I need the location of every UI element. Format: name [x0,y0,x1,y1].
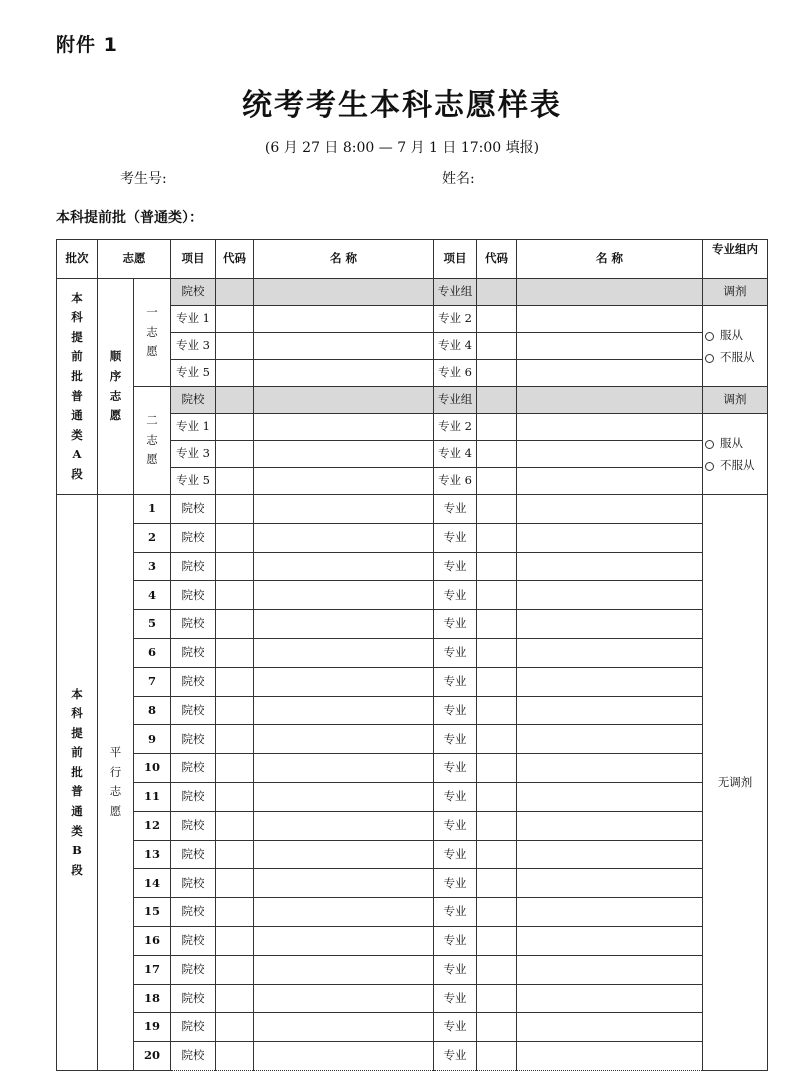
school-code-field[interactable] [216,754,254,783]
major-name-field[interactable] [517,926,703,955]
segB-row [57,725,768,754]
wish-number: 6 [134,638,171,667]
segB-row [57,696,768,725]
major-name-field[interactable] [254,333,434,360]
group-item: 专业组 [434,279,477,306]
major-name-field[interactable] [517,1042,703,1071]
major-code-field[interactable] [477,840,517,869]
major-code-field[interactable] [477,725,517,754]
major-item: 专业 [434,1013,477,1042]
school-name-field[interactable] [254,984,434,1013]
school-code-field[interactable] [216,926,254,955]
wish-label-cell [134,387,171,495]
wish-number: 12 [134,811,171,840]
segB-row [57,898,768,927]
major-code-field[interactable] [477,360,517,387]
adjust-label: 调剂 [703,279,768,306]
header-item-2: 项目 [434,240,477,279]
school-name-field[interactable] [254,869,434,898]
major-item: 专业 [434,754,477,783]
school-name-field[interactable] [254,754,434,783]
major-item: 专业 3 [171,333,216,360]
school-name-field[interactable] [254,725,434,754]
major-name-field[interactable] [254,468,434,495]
header-batch: 批次 [57,240,98,279]
segB-batch-cell [57,495,98,1071]
major-item: 专业 [434,869,477,898]
header-code: 代码 [216,240,254,279]
segB-parallel-label: 平行志愿 [109,745,122,819]
major-name-field[interactable] [254,441,434,468]
school-item: 院校 [171,552,216,581]
adjust-option-decline[interactable] [705,454,767,476]
major-name-field[interactable] [517,333,703,360]
school-item: 院校 [171,1013,216,1042]
major-item: 专业 [434,840,477,869]
header-wish: 志愿 [98,240,171,279]
major-name-field[interactable] [517,782,703,811]
school-item: 院校 [171,898,216,927]
major-code-field[interactable] [477,869,517,898]
school-item: 院校 [171,638,216,667]
major-name-field[interactable] [517,468,703,495]
school-item: 院校 [171,610,216,639]
major-name-field[interactable] [517,552,703,581]
segB-row [57,1042,768,1071]
major-name-field[interactable] [517,360,703,387]
school-item: 院校 [171,869,216,898]
school-code-field[interactable] [216,581,254,610]
major-code-field[interactable] [477,468,517,495]
school-code-field[interactable] [216,279,254,306]
major-item: 专业 [434,696,477,725]
major-item: 专业 4 [434,441,477,468]
header-row [57,240,768,279]
major-item: 专业 [434,955,477,984]
major-item: 专业 5 [171,360,216,387]
wish-number: 13 [134,840,171,869]
segB-row [57,610,768,639]
school-code-field[interactable] [216,1013,254,1042]
wish-number: 14 [134,869,171,898]
major-code-field[interactable] [477,1042,517,1071]
school-item: 院校 [171,279,216,306]
option-label: 不服从 [720,350,755,364]
school-code-field[interactable] [216,387,254,414]
wish-number: 16 [134,926,171,955]
major-item: 专业 1 [171,306,216,333]
major-name-field[interactable] [517,725,703,754]
major-code-field[interactable] [477,414,517,441]
major-name-field[interactable] [517,667,703,696]
segA-batch-label: 本科提前批普通类A段 [71,290,83,481]
major-item: 专业 5 [171,468,216,495]
major-item: 专业 2 [434,414,477,441]
major-item: 专业 [434,638,477,667]
major-item: 专业 [434,1042,477,1071]
major-name-field[interactable] [517,610,703,639]
wish-number: 10 [134,754,171,783]
header-code-2: 代码 [477,240,517,279]
school-code-field[interactable] [216,840,254,869]
wish-number: 19 [134,1013,171,1042]
candidate-number-label: 考生号: [120,171,167,187]
major-item: 专业 4 [434,333,477,360]
school-name-field[interactable] [254,279,434,306]
school-name-field[interactable] [254,667,434,696]
radio-circle-icon[interactable] [705,440,714,449]
major-code-field[interactable] [477,782,517,811]
segB-row [57,495,768,524]
school-name-field[interactable] [254,840,434,869]
major-item: 专业 [434,610,477,639]
segB-row [57,1013,768,1042]
major-code-field[interactable] [477,306,517,333]
wish-number: 7 [134,667,171,696]
major-name-field[interactable] [517,495,703,524]
segB-row [57,869,768,898]
header-name: 名 称 [254,240,434,279]
segB-row [57,667,768,696]
school-name-field[interactable] [254,552,434,581]
school-name-field[interactable] [254,898,434,927]
major-name-field[interactable] [254,414,434,441]
wish-number: 8 [134,696,171,725]
segB-row [57,782,768,811]
wish-number: 11 [134,782,171,811]
school-code-field[interactable] [216,1042,254,1071]
adjust-options [703,306,768,387]
header-adjust: 专业组内 [703,240,768,279]
group-name-field[interactable] [517,387,703,414]
major-code-field[interactable] [477,523,517,552]
segB-parallel-cell [98,495,134,1071]
school-item: 院校 [171,811,216,840]
school-code-field[interactable] [216,610,254,639]
school-item: 院校 [171,523,216,552]
school-name-field[interactable] [254,782,434,811]
major-item: 专业 2 [434,306,477,333]
school-name-field[interactable] [254,1013,434,1042]
school-name-field[interactable] [254,523,434,552]
school-item: 院校 [171,926,216,955]
group-code-field[interactable] [477,279,517,306]
school-code-field[interactable] [216,638,254,667]
major-name-field[interactable] [517,869,703,898]
school-code-field[interactable] [216,811,254,840]
major-code-field[interactable] [477,811,517,840]
adjust-option-accept[interactable] [705,432,767,454]
major-code-field[interactable] [477,441,517,468]
major-item: 专业 [434,984,477,1013]
candidate-name-label: 姓名: [442,171,475,187]
option-label: 服从 [720,436,743,450]
school-item: 院校 [171,725,216,754]
major-item: 专业 [434,523,477,552]
segB-row [57,840,768,869]
wish-number: 20 [134,1042,171,1071]
school-item: 院校 [171,667,216,696]
major-code-field[interactable] [216,333,254,360]
radio-circle-icon[interactable] [705,332,714,341]
school-code-field[interactable] [216,552,254,581]
segB-row [57,955,768,984]
group-name-field[interactable] [517,279,703,306]
form-title: 统考考生本科志愿样表 [242,88,562,123]
major-item: 专业 [434,581,477,610]
wish-number: 4 [134,581,171,610]
major-code-field[interactable] [216,468,254,495]
school-name-field[interactable] [254,581,434,610]
wish-number: 18 [134,984,171,1013]
school-code-field[interactable] [216,725,254,754]
wish-label: 一志愿 [146,305,158,359]
segB-row [57,811,768,840]
major-name-field[interactable] [517,523,703,552]
school-code-field[interactable] [216,955,254,984]
section-title: 本科提前批（普通类）： [56,210,203,226]
wish-number: 1 [134,495,171,524]
school-item: 院校 [171,840,216,869]
group-code-field[interactable] [477,387,517,414]
option-label: 服从 [720,328,743,342]
school-name-field[interactable] [254,926,434,955]
major-item: 专业 6 [434,360,477,387]
wish-number: 3 [134,552,171,581]
segB-row [57,638,768,667]
major-item: 专业 [434,782,477,811]
school-code-field[interactable] [216,898,254,927]
school-code-field[interactable] [216,984,254,1013]
school-item: 院校 [171,581,216,610]
wish-number: 15 [134,898,171,927]
school-code-field[interactable] [216,667,254,696]
school-item: 院校 [171,955,216,984]
wish-label: 二志愿 [146,413,158,467]
header-name-2: 名 称 [517,240,703,279]
school-item: 院校 [171,387,216,414]
school-code-field[interactable] [216,495,254,524]
major-name-field[interactable] [517,1013,703,1042]
wish-number: 9 [134,725,171,754]
major-name-field[interactable] [517,840,703,869]
major-name-field[interactable] [517,754,703,783]
radio-circle-icon[interactable] [705,462,714,471]
segB-row [57,754,768,783]
group-item: 专业组 [434,387,477,414]
major-code-field[interactable] [477,926,517,955]
major-name-field[interactable] [517,696,703,725]
major-item: 专业 [434,495,477,524]
wish-number: 17 [134,955,171,984]
segB-row [57,523,768,552]
major-item: 专业 [434,552,477,581]
segB-row [57,984,768,1013]
option-label: 不服从 [720,458,755,472]
school-name-field[interactable] [254,811,434,840]
major-name-field[interactable] [254,360,434,387]
adjust-options [703,414,768,495]
school-item: 院校 [171,495,216,524]
major-code-field[interactable] [477,667,517,696]
school-code-field[interactable] [216,696,254,725]
major-item: 专业 3 [171,441,216,468]
major-name-field[interactable] [517,414,703,441]
school-name-field[interactable] [254,638,434,667]
segA-school-row [57,279,768,306]
major-item: 专业 [434,926,477,955]
major-code-field[interactable] [216,306,254,333]
major-item: 专业 1 [171,414,216,441]
major-name-field[interactable] [517,441,703,468]
school-name-field[interactable] [254,955,434,984]
major-code-field[interactable] [477,754,517,783]
major-name-field[interactable] [517,306,703,333]
school-item: 院校 [171,984,216,1013]
wish-label-cell [134,279,171,387]
segA-order-label: 顺序志愿 [109,349,122,423]
major-code-field[interactable] [216,360,254,387]
major-code-field[interactable] [477,495,517,524]
school-name-field[interactable] [254,696,434,725]
segB-row [57,926,768,955]
major-item: 专业 [434,667,477,696]
school-item: 院校 [171,782,216,811]
major-code-field[interactable] [477,1013,517,1042]
school-name-field[interactable] [254,495,434,524]
wish-number: 2 [134,523,171,552]
filing-period: (6 月 27 日 8:00 — 7 月 1 日 17:00 填报) [264,140,540,156]
adjust-option-accept[interactable] [705,324,767,346]
header-item: 项目 [171,240,216,279]
segB-row [57,581,768,610]
major-name-field[interactable] [517,955,703,984]
school-item: 院校 [171,754,216,783]
major-code-field[interactable] [477,696,517,725]
major-item: 专业 [434,811,477,840]
major-name-field[interactable] [517,811,703,840]
school-name-field[interactable] [254,1042,434,1071]
attachment-label: 附件 1 [56,34,118,56]
major-name-field[interactable] [517,638,703,667]
segB-row [57,552,768,581]
segA-school-row [57,387,768,414]
major-name-field[interactable] [254,306,434,333]
major-item: 专业 [434,898,477,927]
major-code-field[interactable] [477,955,517,984]
major-item: 专业 [434,725,477,754]
wish-number: 5 [134,610,171,639]
no-adjust-cell: 无调剂 [703,495,768,1071]
application-form-table [56,239,768,1071]
major-name-field[interactable] [517,581,703,610]
segA-order-cell [98,279,134,495]
segA-batch-cell [57,279,98,495]
major-code-field[interactable] [477,898,517,927]
segB-batch-label: 本科提前批普通类B段 [71,686,83,877]
major-name-field[interactable] [517,984,703,1013]
school-item: 院校 [171,696,216,725]
school-code-field[interactable] [216,782,254,811]
major-code-field[interactable] [216,441,254,468]
major-code-field[interactable] [477,984,517,1013]
school-name-field[interactable] [254,387,434,414]
major-code-field[interactable] [477,610,517,639]
school-name-field[interactable] [254,610,434,639]
major-name-field[interactable] [517,898,703,927]
adjust-option-decline[interactable] [705,346,767,368]
radio-circle-icon[interactable] [705,354,714,363]
major-item: 专业 6 [434,468,477,495]
major-code-field[interactable] [477,581,517,610]
major-code-field[interactable] [477,638,517,667]
adjust-label: 调剂 [703,387,768,414]
school-code-field[interactable] [216,523,254,552]
major-code-field[interactable] [477,552,517,581]
school-code-field[interactable] [216,869,254,898]
major-code-field[interactable] [216,414,254,441]
school-item: 院校 [171,1042,216,1071]
major-code-field[interactable] [477,333,517,360]
